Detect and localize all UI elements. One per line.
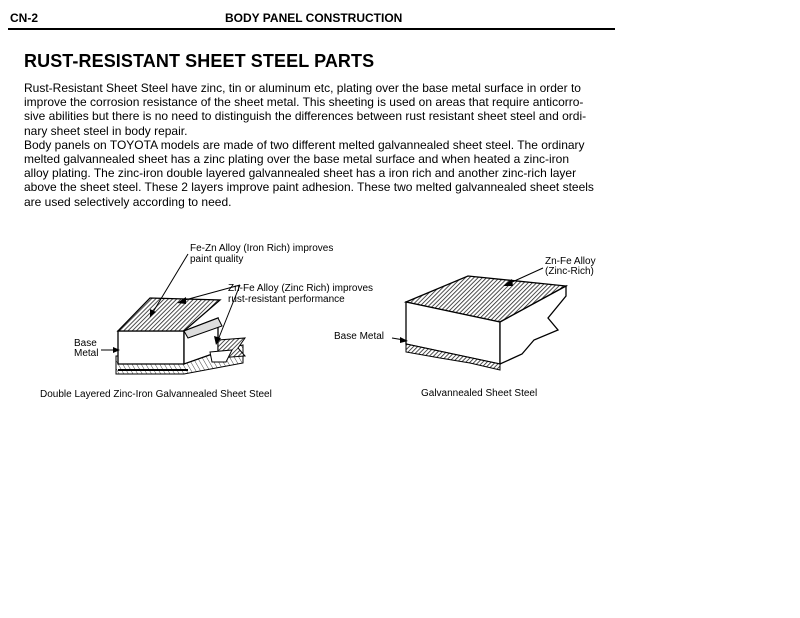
body-line: above the sheet steel. These 2 layers improve paint adhesion. These two melted galvannealed sheet steels: [24, 180, 594, 195]
running-title: BODY PANEL CONSTRUCTION: [225, 11, 403, 25]
body-line: alloy plating. The zinc-iron double layered galvannealed sheet has a iron rich and another zinc-rich layer: [24, 166, 577, 181]
label-fe-zn-alloy-cont: paint quality: [190, 254, 244, 265]
page-code: CN-2: [10, 11, 39, 25]
body-line: Rust-Resistant Sheet Steel have zinc, tin or aluminum etc, plating over the base metal surface in order to: [24, 81, 581, 95]
label-zn-fe-alloy-cont: rust-resistant performance: [228, 294, 345, 305]
body-line: are used selectively according to need.: [24, 194, 232, 209]
label-base-metal-cont: Metal: [74, 348, 99, 359]
body-line: sive abilities but there is no need to distinguish the differences between rust resistant sheet steel and ordi-: [24, 109, 587, 124]
label-zn-fe-alloy-right-cont: (Zinc-Rich): [545, 266, 594, 277]
caption-double-layered: Double Layered Zinc-Iron Galvannealed Sheet Steel: [40, 389, 272, 400]
body-line: Body panels on TOYOTA models are made of two different melted galvannealed sheet steel. The ordinary: [24, 137, 585, 152]
caption-galvannealed: Galvannealed Sheet Steel: [421, 388, 538, 399]
body-line: melted galvannealed sheet has a zinc plating over the base metal surface and when heated a zinc-iron: [24, 152, 570, 167]
body-line: improve the corrosion resistance of the sheet metal. This sheeting is used on areas that require anticorro-: [24, 95, 584, 110]
label-zn-fe-alloy: Zn-Fe Alloy (Zinc Rich) improves: [228, 283, 374, 294]
label-base-metal: Base: [74, 338, 97, 349]
label-base-metal-right: Base Metal: [334, 331, 385, 342]
body-line: nary sheet steel in body repair.: [24, 123, 188, 138]
label-fe-zn-alloy: Fe-Zn Alloy (Iron Rich) improves: [190, 243, 334, 254]
galvannealed-sheet-drawing: [392, 268, 566, 370]
double-layer-sheet-drawing: [101, 254, 245, 374]
label-zn-fe-alloy-right: Zn-Fe Alloy: [545, 256, 596, 267]
section-heading: RUST-RESISTANT SHEET STEEL PARTS: [24, 51, 375, 71]
